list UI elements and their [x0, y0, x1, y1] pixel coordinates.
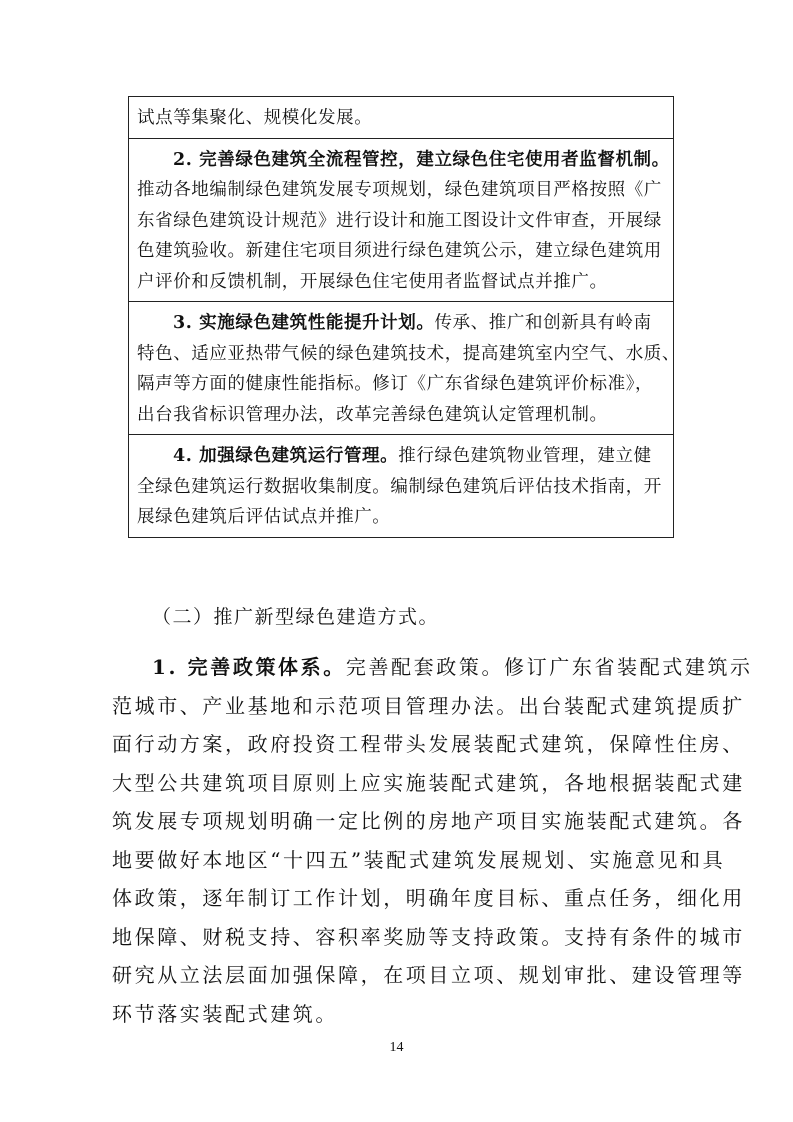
page-number: 14: [389, 1040, 404, 1055]
row4-heading: 4. 加强绿色建筑运行管理。: [173, 446, 399, 466]
table-text-line: [137, 308, 665, 339]
table-text-line: 推动各地编制绿色建筑发展专项规划，绿色建筑项目严格按照《广: [137, 180, 662, 200]
section-heading: （二）推广新型绿色建造方式。: [152, 606, 440, 628]
table-text-line: 展绿色建筑后评估试点并推广。: [137, 507, 391, 527]
table-text-line: 出台我省标识管理办法，改革完善绿色建筑认定管理机制。: [137, 404, 608, 425]
row4-first-text: 推行绿色建筑物业管理，建立健: [398, 446, 652, 466]
paragraph-heading: 1. 完善政策体系。: [152, 655, 346, 679]
table-text-line: 色建筑验收。新建住宅项目须进行绿色建筑公示，建立绿色建筑用: [137, 241, 662, 261]
table-text-line: 户评价和反馈机制，开展绿色住宅使用者监督试点并推广。: [137, 271, 608, 292]
table-row-1: [129, 97, 673, 139]
table-text-line: 隔声等方面的健康性能指标。修订《广东省绿色建筑评价标准》，: [137, 374, 654, 394]
table-row-2: [129, 139, 673, 303]
paragraph-line: 研究从立法层面加强保障，在项目立项、规划审批、建设管理等: [112, 963, 745, 987]
paragraph-line: 筑发展专项规划明确一定比例的房地产项目实施装配式建筑。各: [112, 809, 745, 833]
measures-table: [128, 96, 680, 538]
paragraph-line: 地保障、财税支持、容积率奖励等支持政策。支持有条件的城市: [112, 924, 745, 949]
table-text-line: 特色、适应亚热带气候的绿色建筑技术，提高建筑室内空气、水质、: [137, 343, 680, 364]
paragraph-line: [112, 648, 753, 687]
row3-first-text: 传承、推广和创新具有岭南: [434, 313, 652, 333]
paragraph-first-text: 完善配套政策。修订广东省装配式建筑示: [345, 655, 753, 679]
table-text-line: [137, 441, 665, 472]
table-text-line: 试点等集聚化、规模化发展。: [137, 108, 373, 128]
paragraph-line: 体政策，逐年制订工作计划，明确年度目标、重点任务，细化用: [112, 886, 745, 910]
row3-heading: 3. 实施绿色建筑性能提升计划。: [173, 313, 435, 333]
paragraph-line: 环节落实装配式建筑。: [112, 1001, 338, 1026]
row2-heading: 2. 完善绿色建筑全流程管控，建立绿色住宅使用者监督机制。: [173, 149, 670, 170]
table-row-3: [129, 302, 680, 435]
paragraph-line: 范城市、产业基地和示范项目管理办法。出台装配式建筑提质扩: [112, 693, 745, 718]
paragraph-line: 地要做好本地区“十四五”装配式建筑发展规划、实施意见和具: [112, 847, 726, 872]
table-row-4: [129, 435, 673, 538]
table-text-line: 全绿色建筑运行数据收集制度。编制绿色建筑后评估技术指南，开: [137, 476, 662, 497]
paragraph-line: 大型公共建筑项目原则上应实施装配式建筑，各地根据装配式建: [112, 770, 745, 795]
table-text-line: 东省绿色建筑设计规范》进行设计和施工图设计文件审查，开展绿: [137, 210, 662, 231]
policy-paragraph: [112, 648, 753, 1033]
paragraph-line: 面行动方案，政府投资工程带头发展装配式建筑，保障性住房、: [112, 732, 745, 756]
